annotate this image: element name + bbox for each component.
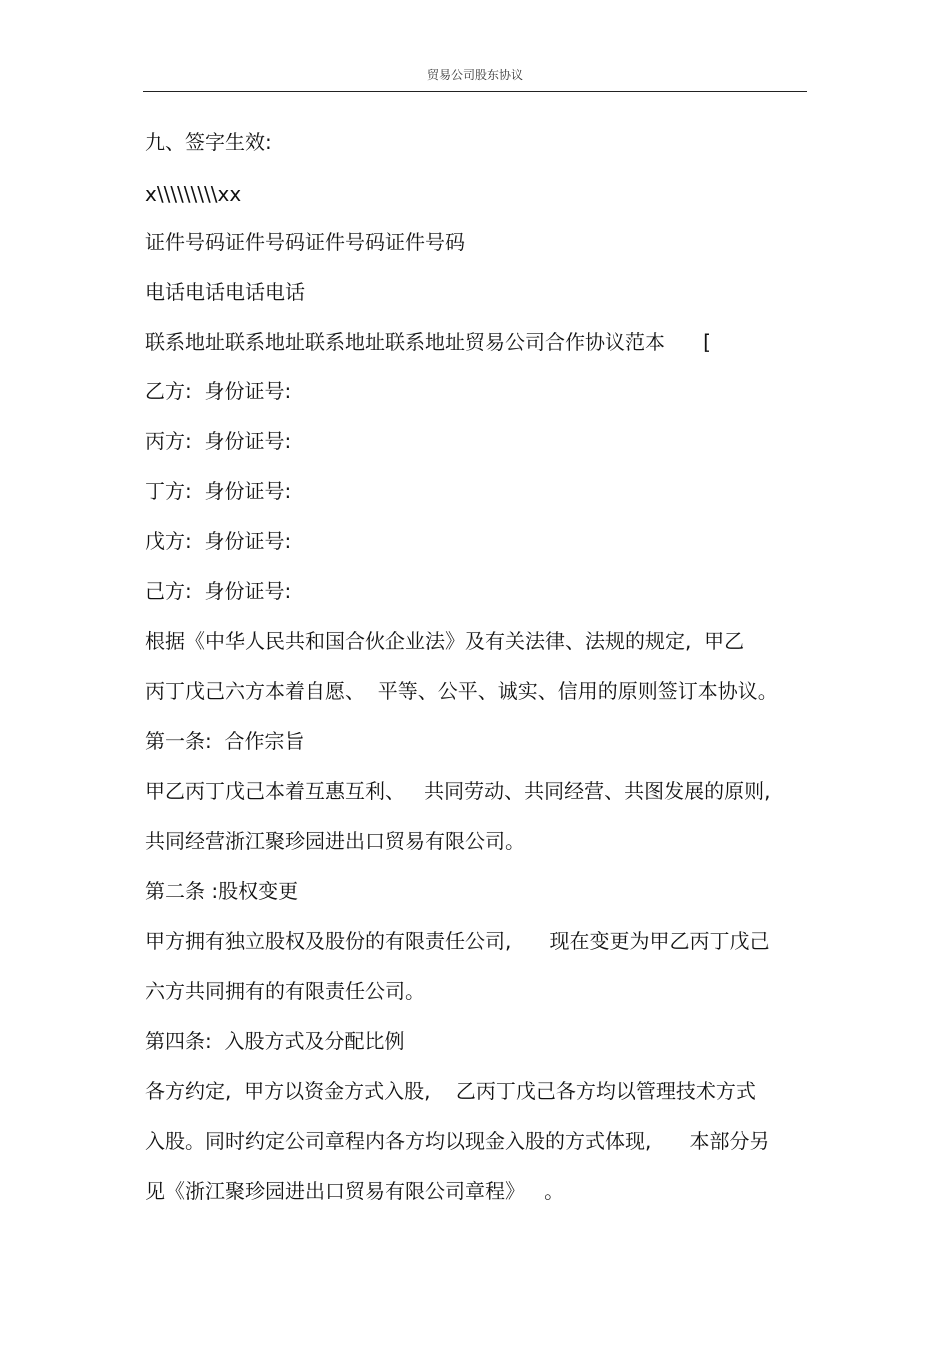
party-line: 丙方: 身份证号: (145, 429, 292, 453)
paragraph-line: 见《浙江聚珍园进出口贸易有限公司章程》 。 (145, 1179, 565, 1203)
text-line: 联系地址联系地址联系地址联系地址贸易公司合作协议范本 [ (145, 330, 711, 354)
paragraph-line: 根据《中华人民共和国合伙企业法》及有关法律、法规的规定, 甲乙 (145, 629, 745, 653)
text-line: 证件号码证件号码证件号码证件号码 (145, 230, 465, 254)
text-line: 电话电话电话电话 (145, 280, 305, 304)
paragraph-line: 共同经营浙江聚珍园进出口贸易有限公司。 (145, 829, 525, 853)
party-line: 戊方: 身份证号: (145, 529, 292, 553)
section-heading-signature: 九、签字生效: (145, 130, 272, 154)
text-line: x\\\\\\\\\xx (145, 182, 242, 206)
party-line: 己方: 身份证号: (145, 579, 292, 603)
paragraph-line: 甲乙丙丁戊己本着互惠互利、 共同劳动、共同经营、共图发展的原则, (145, 779, 771, 803)
party-line: 乙方: 身份证号: (145, 379, 292, 403)
paragraph-line: 甲方拥有独立股权及股份的有限责任公司, 现在变更为甲乙丙丁戊己 (145, 929, 770, 953)
article-heading: 第一条: 合作宗旨 (145, 729, 305, 753)
article-heading: 第四条: 入股方式及分配比例 (145, 1029, 405, 1053)
paragraph-line: 入股。同时约定公司章程内各方均以现金入股的方式体现, 本部分另 (145, 1129, 770, 1153)
paragraph-line: 各方约定, 甲方以资金方式入股, 乙丙丁戊己各方均以管理技术方式 (145, 1079, 756, 1103)
header-title: 贸易公司股东协议 (426, 68, 523, 82)
header-divider (143, 91, 807, 92)
paragraph-line: 六方共同拥有的有限责任公司。 (145, 979, 425, 1003)
paragraph-line: 丙丁戊己六方本着自愿、 平等、公平、诚实、信用的原则签订本协议。 (145, 679, 778, 703)
party-line: 丁方: 身份证号: (145, 479, 292, 503)
article-heading: 第二条 :股权变更 (145, 879, 299, 903)
